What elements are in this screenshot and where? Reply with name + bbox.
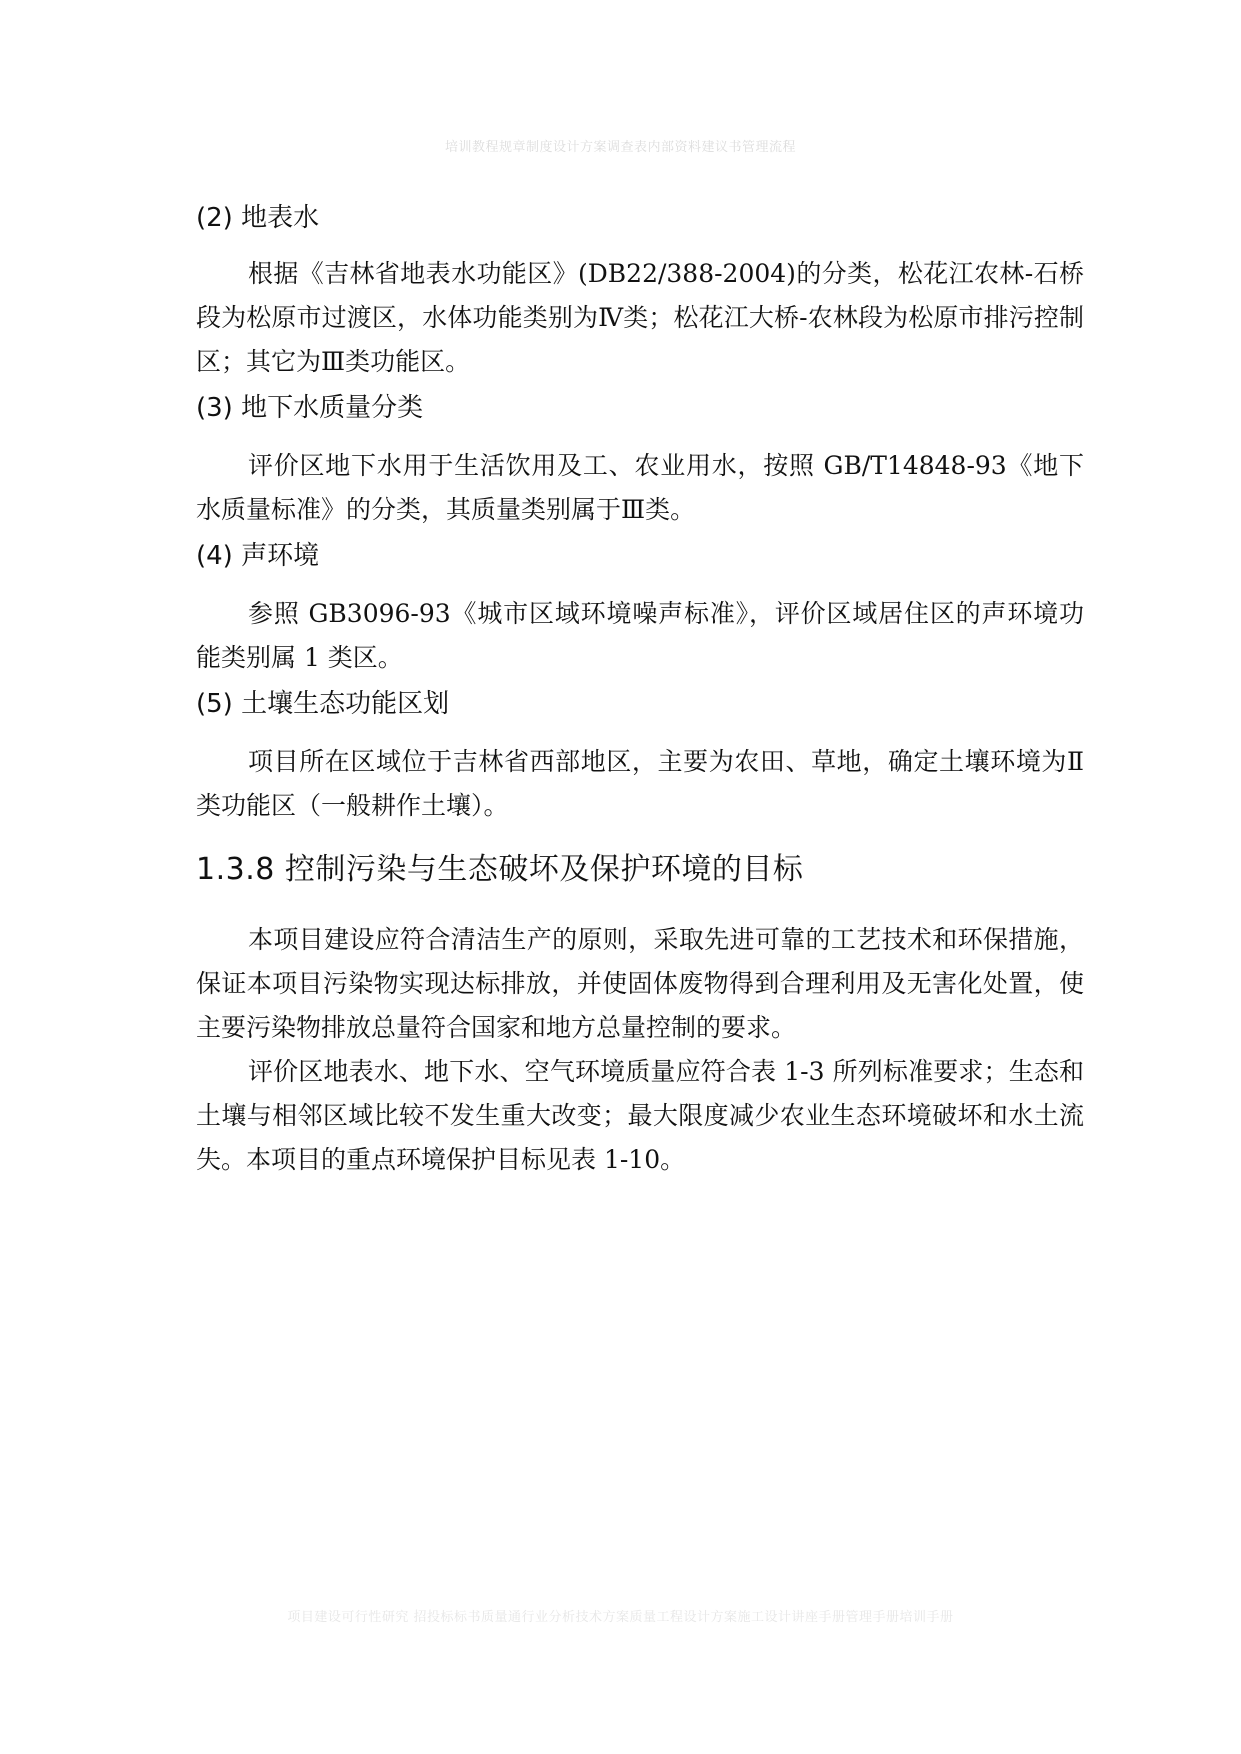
document-body — [196, 200, 1084, 1182]
header-watermark-text: 培训教程规章制度设计方案调查表内部资料建议书管理流程 — [444, 140, 796, 155]
footer-watermark-text: 项目建设可行性研究 招投标标书质量通行业分析技术方案质量工程设计方案施工设计讲座手册管理手册培训手册 — [287, 1610, 954, 1625]
section-title-1-3-8: 1.3.8 控制污染与生态破坏及保护环境的目标 — [196, 852, 804, 887]
heading-acoustic-environment: (4) 声环境 — [196, 541, 320, 571]
paragraph-soil-ecology: 项目所在区域位于吉林省西部地区，主要为农田、草地，确定土壤环境为Ⅱ类功能区（一般耕作土壤）。 — [196, 747, 1084, 820]
heading-groundwater-quality: (3) 地下水质量分类 — [196, 393, 424, 423]
heading-soil-ecology: (5) 土壤生态功能区划 — [196, 689, 450, 719]
heading-surface-water: (2) 地表水 — [196, 203, 320, 233]
paragraph-groundwater-quality: 评价区地下水用于生活饮用及工、农业用水，按照 GB/T14848-93《地下水质量标准》的分类，其质量类别属于Ⅲ类。 — [196, 451, 1084, 524]
paragraph-acoustic-environment: 参照 GB3096-93《城市区域环境噪声标准》，评价区域居住区的声环境功能类别属 1 类区。 — [196, 599, 1084, 672]
paragraph-pollution-control-1: 本项目建设应符合清洁生产的原则，采取先进可靠的工艺技术和环保措施，保证本项目污染物实现达标排放，并使固体废物得到合理利用及无害化处置，使主要污染物排放总量符合国家和地方总量控制的要求。 — [196, 925, 1084, 1042]
paragraph-pollution-control-2: 评价区地表水、地下水、空气环境质量应符合表 1-3 所列标准要求；生态和土壤与相邻区域比较不发生重大改变；最大限度减少农业生态环境破坏和水土流失。本项目的重点环境保护目标见表 1-10。 — [196, 1057, 1084, 1174]
paragraph-surface-water: 根据《吉林省地表水功能区》(DB22/388-2004)的分类，松花江农林-石桥段为松原市过渡区，水体功能类别为Ⅳ类；松花江大桥-农林段为松原市排污控制区；其它为Ⅲ类功能区。 — [196, 259, 1084, 376]
